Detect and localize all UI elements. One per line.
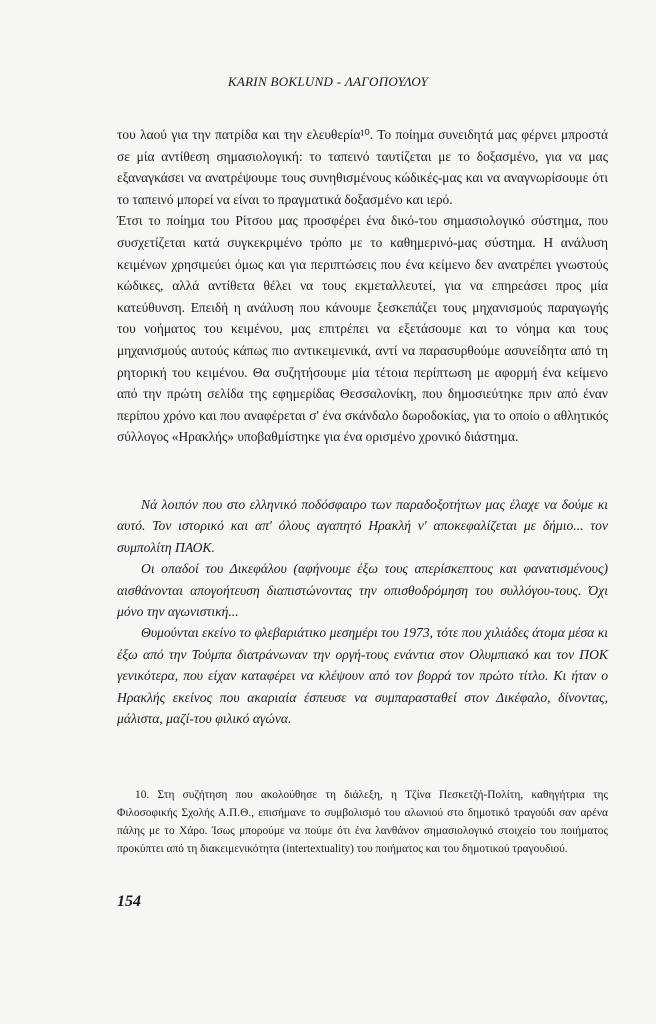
quoted-newspaper-text xyxy=(117,494,608,729)
body-paragraph-1: του λαού για την πατρίδα και την ελευθερία¹⁰. Το ποίημα συνειδητά μας φέρνει μπροστά σε μία αντίθεση σημασιολογική: το ταπεινό ταυτίζεται με το δοξασμένο, για να μας εξαναγκάσει να ανατρέψουμε τους συνηθισμένους κώδικές-μας και να αναγνωρίσουμε ότι το ταπεινό μπορεί να είναι το πραγματικά δοξασμένο και ιερό. xyxy=(117,127,608,207)
page-number: 154 xyxy=(117,893,141,910)
body-paragraph-2: Έτσι το ποίημα του Ρίτσου μας προσφέρει ένα δικό-του σημασιολογικό σύστημα, που συσχετίζεται κατά συγκεκριμένο τρόπο με το καθημερινό-μας σύστημα. Η ανάλυση κειμένων χρησιμεύει όμως και για περιπτώσεις που ένα κείμενο δεν ανατρέπει γνωστούς κώδικες, αλλά αντίθετα θέλει να τους εκμεταλλευτεί, για να επηρεάσει προς μία κατεύθυνση. Επειδή η ανάλυση που κάνουμε ξεσκεπάζει τους μηχανισμούς παραγωγής του νοήματος του κειμένου, μας επιτρέπει να εξετάσουμε και το νόημα και τους μηχανισμούς αυτούς κάπως πιο αντικειμενικά, αντί να παρασυρθούμε ασυνείδητα από τη ρητορική του κειμένου. Θα συζητήσουμε μία τέτοια περίπτωση με αφορμή ένα κείμενο από την πρώτη σελίδα της εφημερίδας Θεσσαλονίκη, που δημοσιεύτηκε πριν από έναν περίπου χρόνο και που αναφέρεται σ' ένα σκάνδαλο δωροδοκίας, για το οποίο ο αθλητικός σύλλογος «Ηρακλής» υποβαθμίστηκε για ένα ορισμένο χρονικό διάστημα. xyxy=(117,213,608,445)
footnote xyxy=(117,786,608,858)
running-head: KARIN BOKLUND - ΛΑΓΟΠΟΥΛΟΥ xyxy=(227,74,429,89)
footnote-10: 10. Στη συζήτηση που ακολούθησε τη διάλεξη, η Τζίνα Πεσκετζή-Πολίτη, καθηγήτρια της Φιλοσοφικής Σχολής Α.Π.Θ., επισήμανε το συμβολισμό του αλωνιού στο δημοτικό τραγούδι σαν αρένα πάλης με το Χάρο. Ίσως μπορούμε να πούμε ότι ένα λανθάνον σημασιολογικό στοιχείο του ποιήματος προκύπτει από τη διακειμενικότητα (intertextuality) του ποιήματος και του δημοτικού τραγουδιού. xyxy=(117,789,608,855)
body-text xyxy=(117,124,608,448)
quote-paragraph-2: Οι οπαδοί του Δικεφάλου (αφήνουμε έξω τους απερίσκεπτους και φανατισμένους) αισθάνονται απογοήτευση διαπιστώνοντας την οπισθοδρόμηση του συλλόγου-τους. Όχι μόνο την αγωνιστική... xyxy=(117,561,608,620)
quote-paragraph-1: Νά λοιπόν που στο ελληνικό ποδόσφαιρο των παραδοξοτήτων μας έλαχε να δούμε κι αυτό. Τον ιστορικό και απ' όλους αγαπητό Ηρακλή ν' αποκεφαλίζεται με δήμιο... τον συμπολίτη ΠΑΟΚ. xyxy=(117,497,608,555)
quote-paragraph-3: Θυμούνται εκείνο το φλεβαριάτικο μεσημέρι του 1973, τότε που χιλιάδες άτομα μέσα κι έξω από την Τούμπα διατράνωναν την οργή-τους ενάντια στον Ολυμπιακό και τον ΠΟΚ γενικότερα, που είχαν καταφέρει να κλέψουν από τον βορρά τον πρώτο τίτλο. Κι ήταν ο Ηρακλής εκείνος που ακαριαία έσπευσε να συμπαρασταθεί στον Δικέφαλο, δίνοντας, μάλιστα, μαζί-του φιλικό αγώνα. xyxy=(117,625,608,727)
